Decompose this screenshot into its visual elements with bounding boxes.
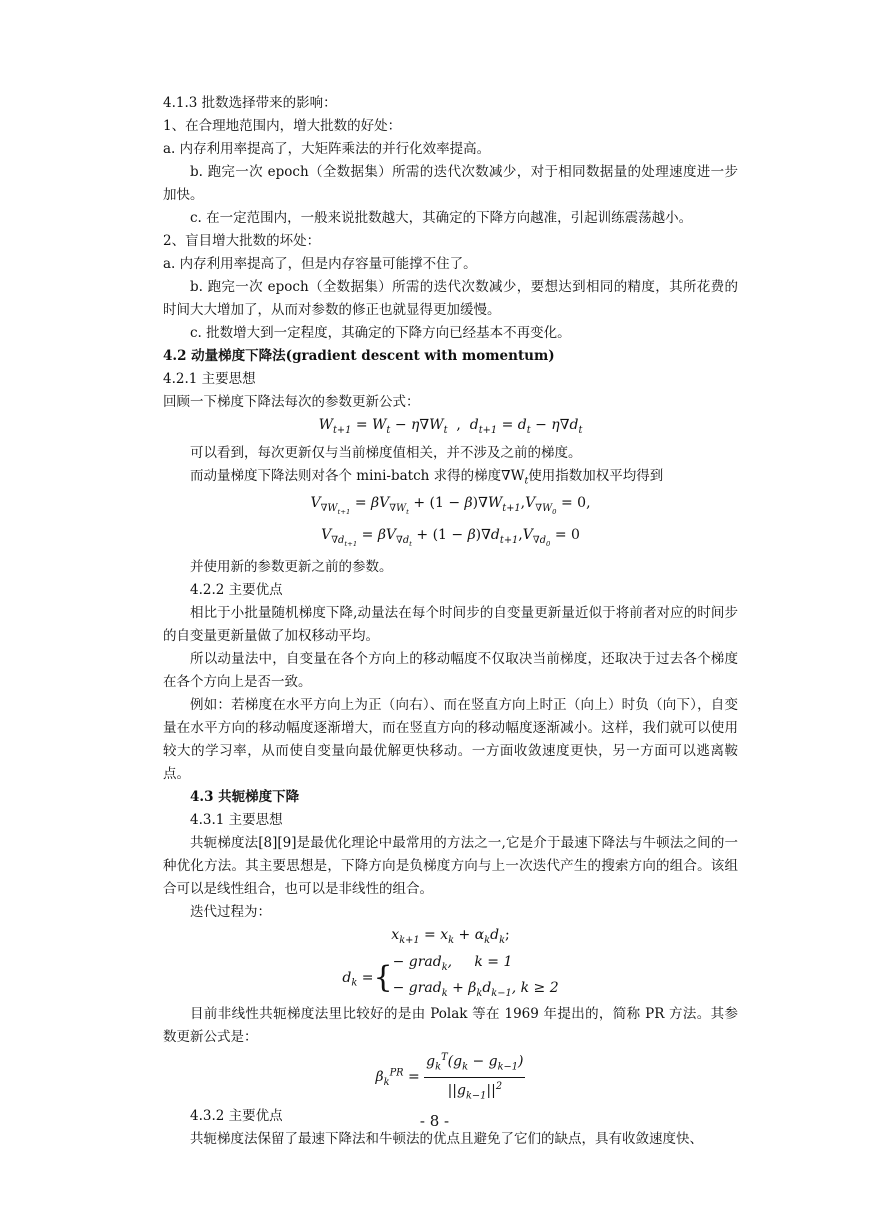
list-item-b: b. 跑完一次 epoch（全数据集）所需的迭代次数减少，对于相同数据量的处理速度进一步加快。 [163,164,738,203]
section-heading-4-1-3: 4.1.3 批数选择带来的影响： [163,95,337,111]
case-second: − grad$_k$ + $\beta_kd_{k-1}$, k ≥ 2 [392,979,559,999]
equation-gd-update: $W_{t+1} = W_t - \eta\nabla W_t$ , $d_{t+1} = d_t - \eta\nabla d_t$ [318,417,583,436]
list-item-c2: c. 批数增大到一定程度，其确定的下降方向已经基本不再变化。 [190,325,571,341]
section-heading-4-3: 4.3 共轭梯度下降 [190,788,300,805]
paragraph-cg-advantages: 共轭梯度法保留了最速下降法和牛顿法的优点且避免了它们的缺点，具有收敛速度快、 [190,1131,703,1148]
paragraph-review: 回顾一下梯度下降法每次的参数更新公式： [163,394,420,410]
paragraph-pr-method: 目前非线性共轭梯度法里比较好的是由 Polak 等在 1969 年提出的，简称 PR 方法。其参数更新公式是： [163,1006,738,1046]
list-item-a: a. 内存利用率提高了，大矩阵乘法的并行化效率提高。 [163,141,491,157]
momentum-intro-text: 而动量梯度下降法则对各个 mini-batch 求得的梯度∇W [190,467,525,484]
page-number: - 8 - [419,1112,450,1130]
equation-pr-beta: $\beta_k^{PR}$ = $\frac{g_k^T(g_k - g_{k-1})}{||g_{k-1}||^2}$ [163,1049,738,1105]
paragraph-use-new: 并使用新的参数更新之前的参数。 [190,558,393,575]
list-item-b2: b. 跑完一次 epoch（全数据集）所需的迭代次数减少，要想达到相同的精度，其所花费的时间大大增加了，从而对参数的修正也就显得更加缓慢。 [163,279,738,318]
paragraph-cg-intro: 共轭梯度法[8][9]是最优化理论中最常用的方法之一,它是介于最速下降法与牛顿法之间的一种优化方法。其主要思想是，下降方向是负梯度方向与上一次迭代产生的搜索方向的组合。该组合可以是线性组合，也可以是非线性的组合。 [163,834,738,897]
equation-momentum-d: $V_{\nabla d_{t+1}} = \beta V_{\nabla d_t} + (1 - \beta)\nabla d_{t+1},V_{\nabla d_0} = 0$ [321,527,580,548]
body-text [163,92,738,1151]
case-first: − grad$_k$, k = 1 [392,953,513,973]
paragraph-momentum-intro: 而动量梯度下降法则对各个 mini-batch 求得的梯度$\nabla W_t$使用指数加权平均得到 [190,467,664,487]
list-item-c: c. 在一定范围内，一般来说批数越大，其确定的下降方向越准，引起训练震荡越小。 [190,210,693,226]
paragraph-iteration: 迭代过程为： [190,903,271,920]
section-heading-4-2-2: 4.2.2 主要优点 [190,581,283,598]
section-heading-4-3-2: 4.3.2 主要优点 [190,1108,283,1125]
paragraph-compare: 相比于小批量随机梯度下降,动量法在每个时间步的自变量更新量近似于将前者对应的时间步的自变量更新量做了加权移动平均。 [163,604,738,644]
equation-iteration-x: $x_{k+1} = x_k + \alpha_kd_k$; [391,926,510,946]
list-heading-2: 2、盲目增大批数的坏处： [163,233,321,249]
momentum-intro-tail: 使用指数加权平均得到 [528,467,664,484]
section-heading-4-2: 4.2 动量梯度下降法(gradient descent with momentum) [163,348,555,364]
equation-iteration-d: $d_k$ ={− grad$_k$, k = 1 − grad$_k$ + $\beta_kd_{k-1}$, k ≥ 2 [342,953,559,999]
equation-momentum-w: $V_{\nabla W_{t+1}} = \beta V_{\nabla W_t} + (1 - \beta)\nabla W_{t+1},V_{\nabla W_0} = 0$, [310,495,591,517]
section-heading-4-3-1: 4.3.1 主要思想 [190,811,283,828]
section-heading-4-2-1: 4.2.1 主要思想 [163,371,256,387]
paragraph-direction: 所以动量法中，自变量在各个方向上的移动幅度不仅取决当前梯度，还取决于过去各个梯度在各个方向上是否一致。 [163,650,738,690]
list-item-a2: a. 内存利用率提高了，但是内存容量可能撑不住了。 [163,256,477,272]
paragraph-example: 例如：若梯度在水平方向上为正（向右）、而在竖直方向上时正（向上）时负（向下），自变量在水平方向的移动幅度逐渐增大，而在竖直方向的移动幅度逐渐减小。这样，我们就可以使用较大的学习率，从而使自变量向最优解更快移动。一方面收敛速度更快，另一方面可以逃离鞍点。 [163,696,738,782]
list-heading-1: 1、在合理地范围内，增大批数的好处： [163,118,402,134]
paragraph-observe: 可以看到，每次更新仅与当前梯度值相关，并不涉及之前的梯度。 [190,444,582,461]
